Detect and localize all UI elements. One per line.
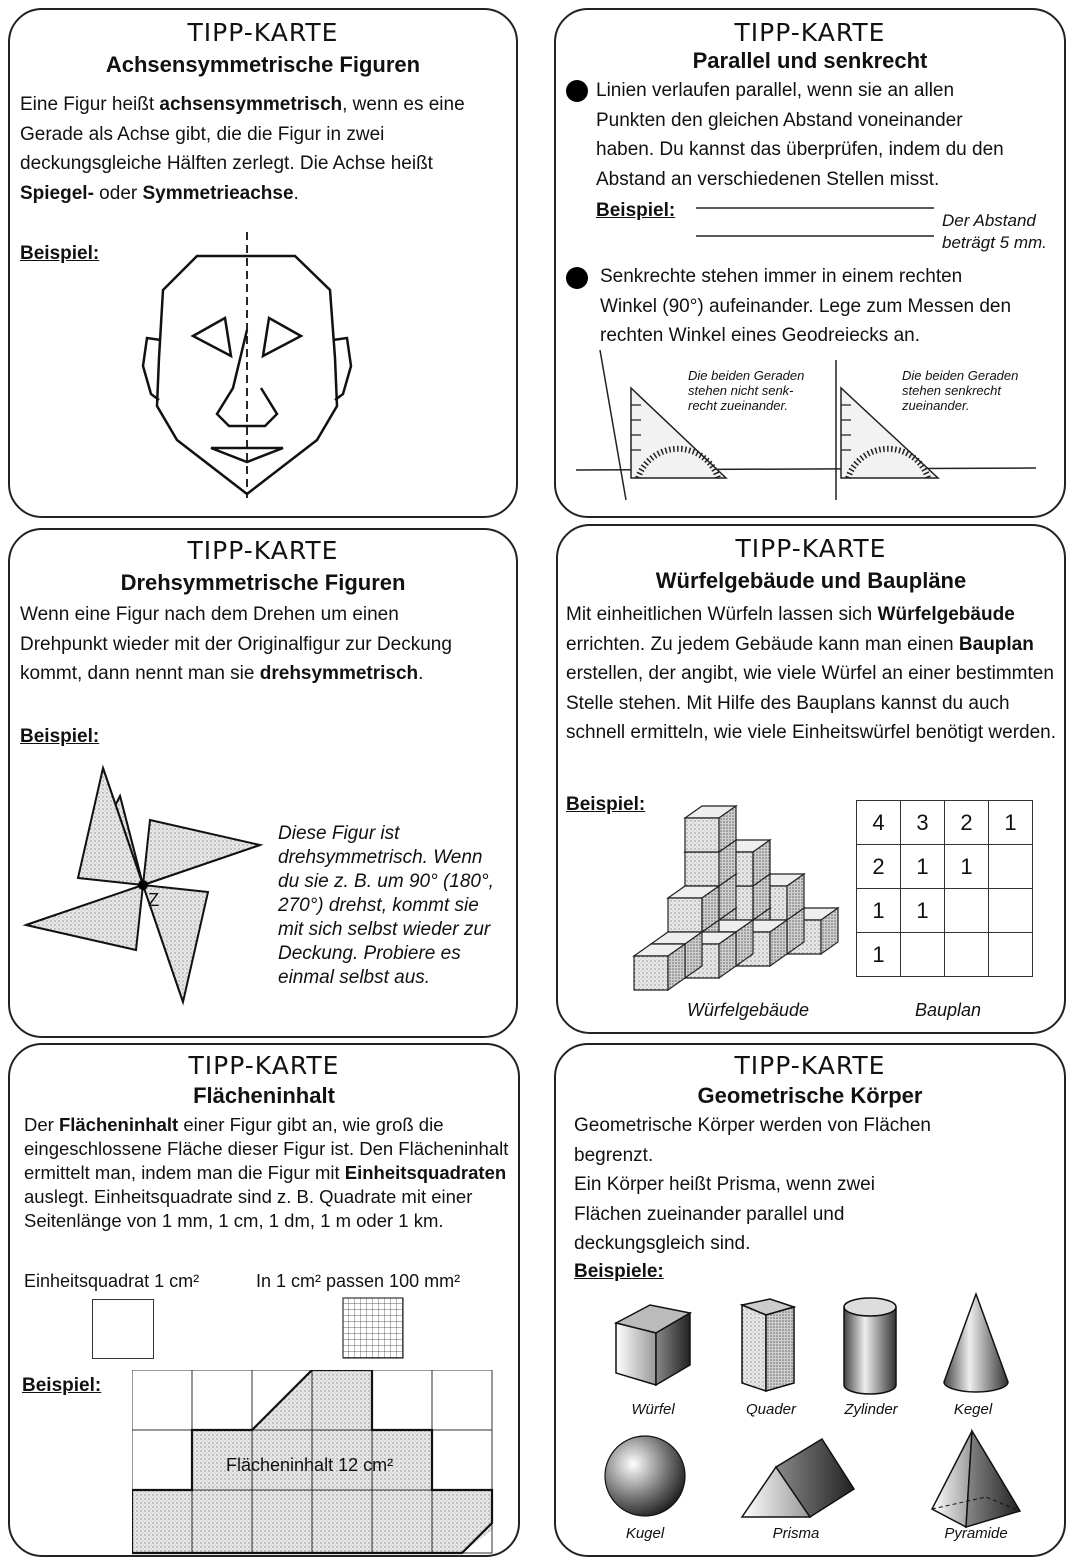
text-segment: Der [24,1114,59,1135]
card-drehsymmetrie [8,528,518,1038]
card-geometrische-koerper [554,1043,1066,1557]
caption-plan: Bauplan [914,1000,982,1020]
face-figure [125,228,385,498]
bauplan-cell: 1 [857,933,901,977]
bold-term: Bauplan [958,633,1034,655]
bauplan-cell [901,933,945,977]
pyramide-shape [926,1427,1026,1537]
body-label: Quader [745,1401,797,1418]
bold-term: achsensymmetrisch [159,94,343,115]
body-label: Pyramide [944,1525,1008,1542]
bauplan-cell: 2 [945,801,989,845]
kegel-shape [936,1290,1016,1405]
bold-term: Würfelgebäude [877,604,1015,625]
bauplan-cell: 1 [901,845,945,889]
area-label: Flächeninhalt 12 cm² [226,1455,394,1475]
cube-front [685,818,719,852]
rotation-center-label: Z [148,890,159,910]
example-label: Beispiele: [574,1261,664,1282]
body-label: Zylinder [844,1401,898,1418]
bauplan-cell [989,845,1033,889]
example-label: Beispiel: [22,1375,102,1396]
zylinder-shape [836,1293,906,1403]
bauplan-cell: 1 [857,889,901,933]
card-header: TIPP-KARTE [187,18,339,47]
mm-grid-square [342,1297,404,1359]
text-segment: . [293,182,299,204]
card-parallel-senkrecht [554,8,1066,518]
text-segment: auslegt. Einheitsquadrate sind z. B. Quadrate mit einer Seitenlänge von 1 mm, 1 cm, 1 dm, 1 m oder 1 km. [24,1186,473,1231]
card-header: TIPP-KARTE [734,18,886,47]
distance-note: Der Abstand beträgt 5 mm. [942,211,1047,252]
bauplan-cell [945,933,989,977]
cube-front [668,898,702,932]
bold-term: Einheitsquadraten [344,1162,507,1183]
card-title: Achsensymmetrische Figuren [105,52,421,77]
cube-front [685,852,719,886]
text-segment: errichten. Zu jedem Gebäude kann man einen [566,633,959,655]
example-label: Beispiel: [20,243,100,264]
card-body-text [20,600,460,689]
card-body-text: Ein Körper heißt Prisma, wenn zwei Flächen zueinander parallel und deckungsgleich sind. [574,1174,875,1254]
bauplan-table [856,800,1033,977]
card-title: Flächeninhalt [193,1083,335,1108]
unit-square [92,1299,154,1359]
bullet-icon [566,80,588,102]
example-label: Beispiel: [20,726,100,747]
card-body-text [20,90,490,208]
quader-shape [734,1293,804,1403]
bullet-text-senkrecht: Senkrechte stehen immer in einem rechten Winkel (90°) aufeinander. Lege zum Messen den rechten Winkel eines Geodreiecks an. [600,266,1012,346]
bold-term: Flächeninhalt [58,1114,179,1135]
body-label: Prisma [772,1525,820,1542]
parallel-lines [694,202,944,242]
mm-square-label: In 1 cm² passen 100 mm² [256,1271,461,1291]
caption-building: Würfelgebäude [686,1000,810,1020]
body-label: Kegel [953,1401,993,1418]
body-label: Würfel [631,1401,675,1418]
bullet-icon [566,267,588,289]
bauplan-cell: 1 [901,889,945,933]
bold-term: drehsymmetrisch [259,663,419,684]
card-header: TIPP-KARTE [735,534,887,563]
card-achsensymmetrie [8,8,518,518]
card-flaecheninhalt [8,1043,520,1557]
bullet-text-parallel: Linien verlaufen parallel, wenn sie an allen Punkten den gleichen Abstand voneinander haben. Du kannst das überprüfen, indem du den Abstand an verschiedenen Stellen misst. [596,80,1004,190]
card-body-text: Geometrische Körper werden von Flächen begrenzt. [574,1115,931,1166]
caption-perpendicular: Die beiden Geraden stehen senkrecht zueinander. [902,368,1019,413]
bauplan-row [857,933,1033,977]
rotation-note: Diese Figur ist drehsymmetrisch. Wenn du sie z. B. um 90° (180°, 270°) drehst, kommt sie mit sich selbst wieder zur Deckung. Probiere es einmal selbst aus. [278,823,494,988]
card-title: Parallel und senkrecht [692,48,928,73]
bauplan-cell: 1 [989,801,1033,845]
prisma-shape [734,1431,864,1531]
cube-front [634,956,668,990]
bauplan-cell [989,933,1033,977]
card-title: Drehsymmetrische Figuren [120,570,406,595]
example-label: Beispiel: [566,794,646,815]
card-body-text [24,1113,514,1233]
bold-term: Symmetrieachse [142,182,294,204]
cube-building [630,788,850,998]
bauplan-row [857,845,1033,889]
bauplan-cell [989,889,1033,933]
text-segment: , wenn es eine Gerade als Achse gibt, die die Figur in zwei deckungsgleiche Hälften zerlegt. Die Achse heißt [20,94,465,174]
bauplan-cell: 1 [945,845,989,889]
bold-term: Spiegel- [20,182,94,204]
card-header: TIPP-KARTE [187,536,339,565]
text-segment: erstellen, der angibt, wie viele Würfel an einer bestimmten Stelle stehen. Mit Hilfe des Bauplans kannst du auch schnell ermitteln, wie viele Einheitswürfel benötigt werden. [566,663,1057,743]
bauplan-cell [945,889,989,933]
kugel-shape [600,1431,690,1521]
text-segment: oder [93,182,143,204]
text-segment: Mit einheitlichen Würfeln lassen sich [566,604,878,625]
card-header: TIPP-KARTE [734,1051,886,1080]
bauplan-row [857,889,1033,933]
card-wuerfelgebaeude [556,524,1066,1034]
bauplan-cell: 2 [857,845,901,889]
unit-square-label: Einheitsquadrat 1 cm² [24,1271,200,1291]
text-segment: Wenn eine Figur nach dem Drehen um einen Drehpunkt wieder mit der Originalfigur zur Deckung kommt, dann nennt man sie [20,604,452,684]
text-segment: Eine Figur heißt [20,94,160,115]
card-body-text [566,600,1062,748]
bauplan-cell: 3 [901,801,945,845]
wuerfel-shape [608,1295,698,1395]
card-title: Geometrische Körper [697,1083,923,1108]
example-label: Beispiel: [596,200,676,221]
bauplan-cell: 4 [857,801,901,845]
star-figure [18,760,268,1010]
body-label: Kugel [625,1525,665,1542]
card-header: TIPP-KARTE [188,1051,340,1080]
text-segment: einer Figur gibt an, wie groß die eingeschlossene Fläche dieser Figur ist. Den Flächeninhalt ermittelt man, indem man die Figur mit [24,1114,509,1183]
bauplan-row [857,801,1033,845]
text-segment: . [418,663,424,684]
caption-not-perpendicular: Die beiden Geraden stehen nicht senk-recht zueinander. [688,368,805,413]
card-title: Würfelgebäude und Baupläne [655,568,967,593]
